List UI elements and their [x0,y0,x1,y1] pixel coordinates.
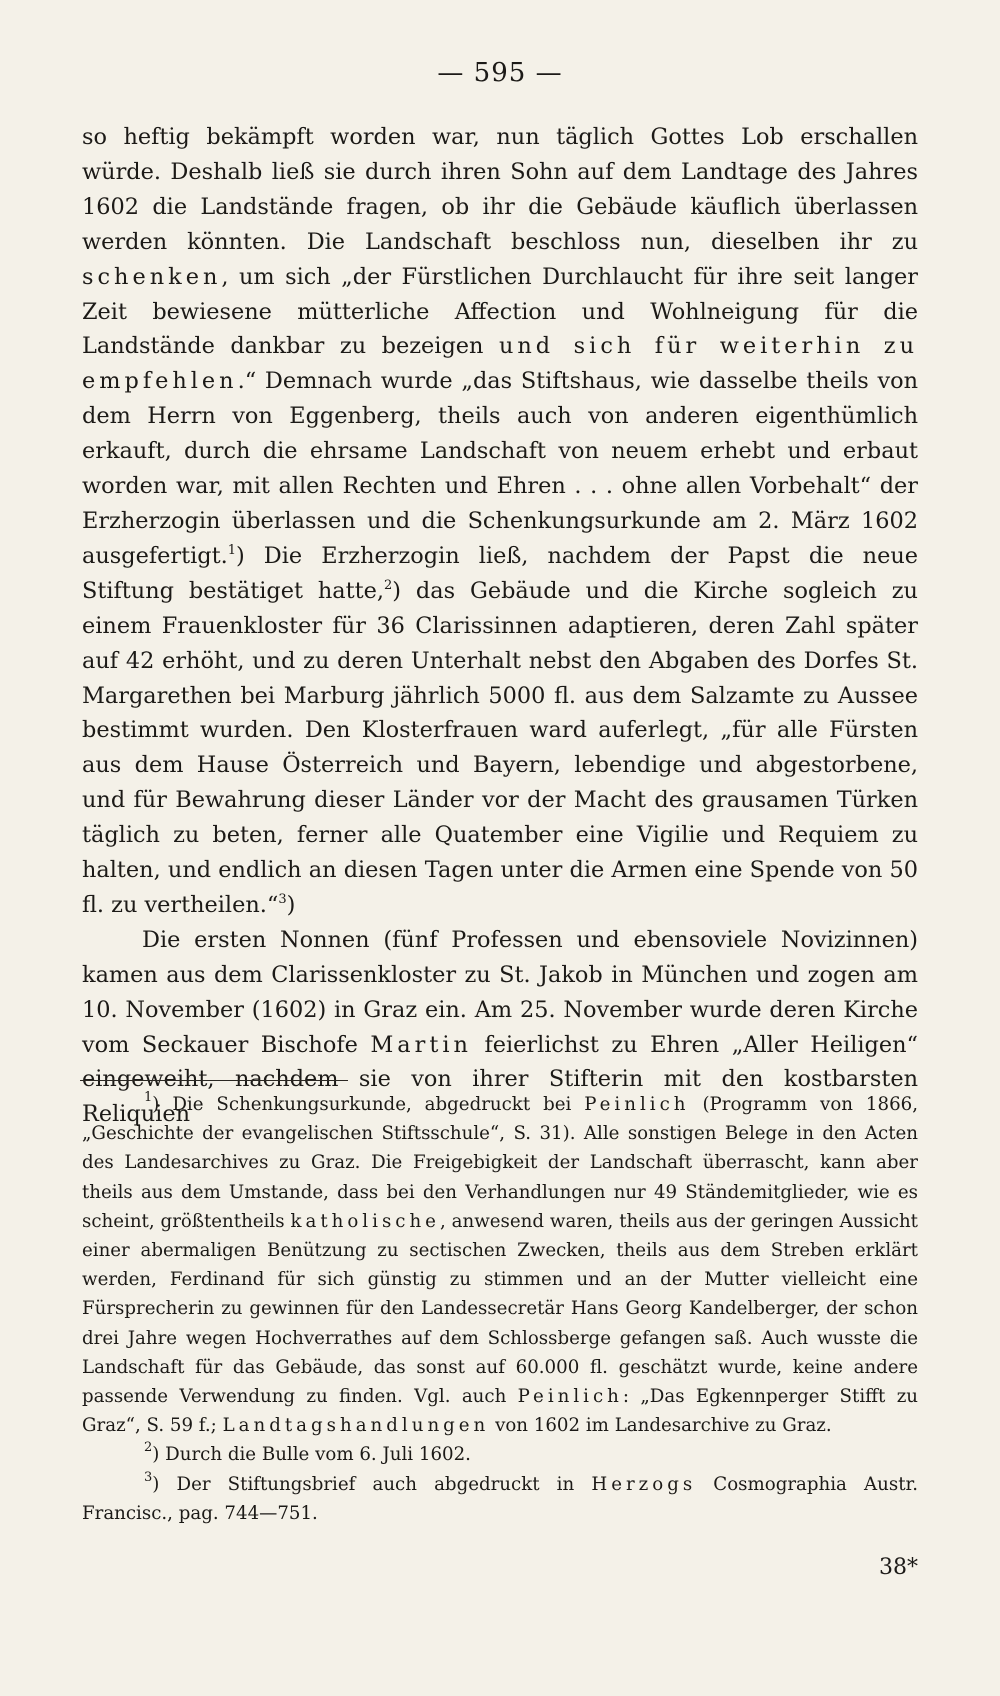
footnote-3 [82,1470,918,1528]
emphasis-text: schenken [82,263,222,290]
text-run: ) Die Schenkungsurkunde, abgedruckt bei [152,1094,585,1115]
main-text [82,120,918,1132]
emphasis-text: Martin [370,1031,472,1058]
text-run: ) Der Stiftungsbrief auch abgedruckt in [152,1473,592,1495]
text-run: Cosmographia Austr. Francisc., pag. 744—751. [82,1473,918,1524]
text-run: ) Die Erzherzogin ließ, nachdem der Papst die neue Stiftung bestätiget hatte, [82,542,918,604]
text-run: ) Durch die Bulle vom 6. Juli 1602. [152,1444,471,1466]
footnote-divider [80,1080,348,1081]
text-run: .“ Demnach wurde „das Stiftshaus, wie dasselbe theils von dem Herrn von Eggenberg, theils auch von anderen eigenthümlich erkauft, durch die ehrsame Landschaft von neuem erhebt und erbaut worden war, mit allen Rechten und Ehren . . . ohne allen Vorbehalt“ der Erzherzogin überlassen und die Schenkungsurkunde am 2. März 1602 ausgefertigt. [82,368,918,569]
text-run: , anwesend waren, theils aus der geringen Aussicht einer abermaligen Benützung zu sectischen Zwecken, theils aus dem Streben erklärt werden, Ferdinand für sich günstig zu stimmen und an der Mutter vielleicht eine Fürsprecherin zu gewinnen für den Landessecretär Hans Georg Kandelberger, der schon drei Jahre wegen Hochverrathes auf dem Schlossberge gefangen saß. Auch wusste die Landschaft für das Gebäude, das sonst auf 60.000 fl. geschätzt wurde, keine andere passende Verwendung zu finden. Vgl. auch [82,1210,918,1408]
text-run: so heftig bekämpft worden war, nun täglich Gottes Lob erschallen würde. Deshalb ließ sie durch ihren Sohn auf dem Landtage des Jahres 1602 die Landstände fragen, ob ihr die Gebäude käuflich überlassen werden könnten. Die Landschaft beschloss nun, dieselben ihr zu [82,124,918,255]
emphasis-text: Herzogs [591,1473,697,1495]
footnote-mark: 2 [144,1440,153,1456]
footnote-2 [82,1440,918,1469]
emphasis-text: katholische [290,1210,440,1232]
paragraph-1 [82,120,918,923]
footnote-1 [82,1090,918,1440]
text-run: feierlichst zu Ehren „Aller Heiligen“ eingeweiht, nachdem sie von ihrer Stifterin mit den kostbarsten Reliquien [82,1031,918,1128]
text-run: ) das Gebäude und die Kirche sogleich zu einem Frauenkloster für 36 Clarissinnen adaptieren, deren Zahl später auf 42 erhöht, und zu deren Unterhalt nebst den Abgaben des Dorfes St. Margarethen bei Marburg jährlich 5000 fl. aus dem Salzamte zu Aussee bestimmt wurden. Den Klosterfrauen ward auferlegt, „für alle Fürsten aus dem Hause Österreich und Bayern, lebendige und abgestorbene, und für Bewahrung dieser Länder vor der Macht des grausamen Türken täglich zu beten, ferner alle Quatember eine Vigilie und Requiem zu halten, und endlich an diesen Tagen unter die Armen eine Spende von 50 fl. zu vertheilen.“ [82,577,918,918]
emphasis-text: Landtagshandlungen [222,1415,490,1437]
text-run: ) [286,891,296,918]
footnote-ref-2: 2 [384,577,393,593]
text-run: von 1602 im Landesarchive zu Graz. [489,1415,832,1437]
footnote-mark: 3 [144,1469,153,1485]
emphasis-text: und sich für weiterhin zu empfehlen [82,333,918,395]
emphasis-text: Peinlich [517,1386,623,1408]
text-run: Die ersten Nonnen (fünf Professen und ebensoviele Novizinnen) kamen aus dem Clarissenkloster zu St. Jakob in München und zogen am 10. November (1602) in Graz ein. Am 25. November wurde deren Kirche vom Seckauer Bischofe [82,926,918,1058]
signature-mark: 38* [879,1555,918,1580]
footnote-ref-3: 3 [278,891,287,907]
emphasis-text: Peinlich [584,1094,690,1115]
page-number: — 595 — [437,58,563,88]
text-run: (Programm von 1866, „Geschichte der evangelischen Stiftsschule“, S. 31). Alle sonstigen Belege in den Acten des Landesarchives zu Graz. Die Freigebigkeit der Landschaft überrascht, kann aber theils aus dem Umstande, dass bei den Verhandlungen nur 49 Ständemitglieder, wie es scheint, größtentheils [82,1094,918,1232]
footnote-ref-1: 1 [227,542,236,558]
text-run: , um sich „der Fürstlichen Durchlaucht für ihre seit langer Zeit bewiesene mütterliche Affection und Wohlneigung für die Landstände dankbar zu bezeigen [82,263,918,360]
text-run: : „Das Egkennperger Stifft zu Graz“, S. 59 f.; [82,1386,919,1437]
footnote-mark: 1 [144,1090,153,1105]
footnotes [82,1090,918,1528]
